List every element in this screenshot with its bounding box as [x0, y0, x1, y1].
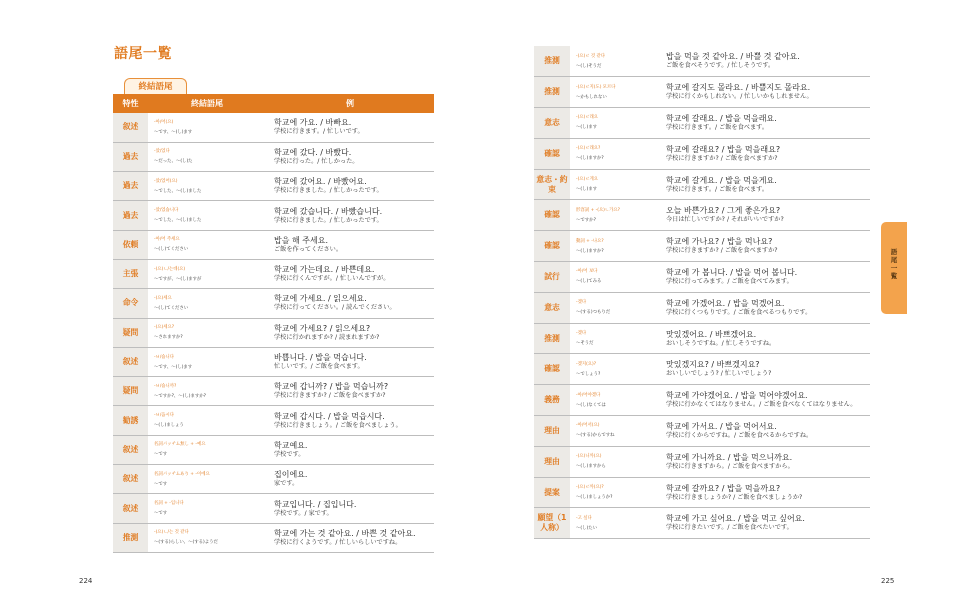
example-cell — [266, 318, 434, 347]
right-page — [485, 0, 970, 600]
ending-cell — [148, 494, 266, 523]
category-cell: 確認 — [534, 231, 570, 262]
ending-cell — [148, 465, 266, 494]
ending-japanese: ～(し)ましょうか? — [576, 495, 613, 501]
ending-korean: -았/었어(요) — [154, 178, 178, 184]
example-cell — [658, 169, 870, 200]
example-korean: 학교에 가서요. / 밥을 먹어서요. — [666, 421, 777, 431]
ending-japanese: ～(し)てください — [154, 247, 189, 253]
ending-japanese: ～ですが、～(し)ますが — [154, 276, 202, 282]
example-japanese: 学校に行きます。/ ご飯を食べます。 — [666, 123, 769, 131]
example-cell — [266, 435, 434, 464]
example-japanese: 学校に行ってみます。/ ご飯を食べてみます。 — [666, 277, 793, 285]
ending-korean: -(으)ㄴ/는데(요) — [154, 266, 186, 272]
example-korean: 학교에 갈까요? / 밥을 먹을까요? — [666, 483, 781, 493]
table-row — [534, 231, 870, 262]
header-example: 例 — [266, 94, 434, 113]
example-japanese: 学校に行ってください。/ 読んでください。 — [274, 304, 396, 312]
ending-cell — [570, 385, 658, 416]
example-korean: 밥을 해 주세요. — [274, 235, 328, 245]
category-cell: 勧誘 — [113, 406, 148, 435]
ending-japanese: ～(する)らしい、～(する)ようだ — [154, 540, 218, 546]
page-number: 224 — [79, 577, 93, 585]
ending-cell — [570, 416, 658, 447]
example-japanese: 今日は忙しいですか? / それがいいですか? — [666, 216, 784, 224]
example-cell — [658, 508, 870, 539]
ending-japanese: ～ですか? — [576, 217, 596, 223]
table-row — [113, 259, 434, 288]
example-japanese: ご飯を食べそうです。/ 忙しそうです。 — [666, 62, 775, 70]
table-header-row — [113, 94, 434, 113]
category-cell: 叙述 — [113, 465, 148, 494]
ending-korean: -겠지(요)? — [576, 361, 597, 367]
example-korean: 학교에 갑니까? / 밥을 먹습니까? — [274, 382, 389, 392]
header-ending: 終結語尾 — [148, 94, 266, 113]
example-cell — [266, 465, 434, 494]
example-cell — [658, 446, 870, 477]
example-korean: 학교에 갔다. / 바빴다. — [274, 147, 352, 157]
category-cell: 意志・約束 — [534, 169, 570, 200]
ending-japanese: ～かもしれない — [576, 94, 607, 100]
ending-cell — [570, 169, 658, 200]
ending-cell — [148, 406, 266, 435]
ending-korean: -(으)세요 — [154, 295, 172, 301]
example-japanese: 学校に行きます。/ 忙しいです。 — [274, 128, 364, 136]
ending-cell — [148, 289, 266, 318]
example-korean: 맛있겠지요? / 바쁘겠지요? — [666, 360, 760, 370]
ending-japanese: ～(し)ましょう — [154, 423, 184, 429]
example-cell — [266, 113, 434, 142]
ending-japanese: ～でした、～(し)ました — [154, 218, 202, 224]
category-cell: 意志 — [534, 108, 570, 139]
category-cell: 提案 — [534, 477, 570, 508]
example-cell — [266, 347, 434, 376]
table-row — [534, 323, 870, 354]
example-cell — [266, 201, 434, 230]
example-cell — [266, 172, 434, 201]
ending-cell — [570, 446, 658, 477]
ending-korean: -(으)세요? — [154, 325, 175, 331]
ending-cell — [148, 259, 266, 288]
ending-cell — [570, 354, 658, 385]
category-cell: 理由 — [534, 416, 570, 447]
section-tab: 終結語尾 — [124, 78, 187, 96]
example-cell — [266, 289, 434, 318]
category-cell: 義務 — [534, 385, 570, 416]
ending-japanese: ～でしょう? — [576, 371, 601, 377]
example-korean: 맛있겠어요. / 바쁘겠어요. — [666, 329, 757, 339]
table-row — [113, 201, 434, 230]
ending-korean: 形容詞 + -(으)ㄴ가요? — [576, 207, 620, 213]
ending-korean: -(으)ㄹ게요 — [576, 177, 598, 183]
table-row — [113, 494, 434, 523]
example-japanese: 学校に行きます。/ ご飯を食べます。 — [666, 185, 769, 193]
ending-cell — [570, 477, 658, 508]
category-cell: 理由 — [534, 446, 570, 477]
category-cell: 過去 — [113, 172, 148, 201]
ending-cell — [570, 292, 658, 323]
example-japanese: 家です。 — [274, 480, 299, 488]
ending-japanese: ～(し)てみる — [576, 279, 602, 285]
example-korean: 학교에 가 봅니다. / 밥을 먹어 봅니다. — [666, 267, 798, 277]
ending-korean: -아/어 주세요 — [154, 237, 180, 243]
example-japanese: 学校に行きましょう。/ ご飯を食べましょう。 — [274, 421, 402, 429]
example-korean: 학교에 갔습니다. / 바빴습니다. — [274, 206, 383, 216]
example-japanese: 学校に行くからですね。/ ご飯を食べるからですね。 — [666, 431, 813, 439]
category-cell: 意志 — [534, 292, 570, 323]
ending-cell — [570, 262, 658, 293]
table-row — [534, 508, 870, 539]
ending-japanese: ～そうだ — [576, 341, 594, 347]
table-row — [534, 169, 870, 200]
example-japanese: 学校に行くつもりです。/ ご飯を食べるつもりです。 — [666, 308, 812, 316]
category-cell: 主張 — [113, 259, 148, 288]
ending-cell — [570, 323, 658, 354]
example-japanese: 学校に行くんですが。/ 忙しいんですが。 — [274, 275, 390, 283]
ending-cell — [148, 230, 266, 259]
example-japanese: ご飯を作ってください。 — [274, 245, 343, 253]
ending-japanese: ～(する)つもりだ — [576, 310, 611, 316]
ending-japanese: ～されますか? — [154, 335, 183, 341]
category-cell: 確認 — [534, 354, 570, 385]
ending-japanese: ～(し)たい — [576, 525, 597, 531]
example-cell — [658, 77, 870, 108]
table-row — [534, 200, 870, 231]
header-characteristic: 特性 — [113, 94, 148, 113]
example-japanese: 学校です。 — [274, 450, 305, 458]
example-cell — [266, 377, 434, 406]
example-cell — [658, 354, 870, 385]
example-cell — [658, 138, 870, 169]
ending-korean: -(으)ㄹ래요? — [576, 146, 601, 152]
example-cell — [266, 494, 434, 523]
example-cell — [658, 323, 870, 354]
ending-japanese: ～(する)からですね — [576, 433, 615, 439]
category-cell: 願望（1人称） — [534, 508, 570, 539]
table-row — [534, 385, 870, 416]
ending-korean: -았/었다 — [154, 149, 170, 155]
example-cell — [658, 477, 870, 508]
side-index-label: 語尾一覧 — [890, 248, 898, 280]
example-japanese: 学校に行きますか? / ご飯を食べますか? — [666, 154, 778, 162]
example-korean: 학교에 가는 것 같아요. / 바쁜 것 같아요. — [274, 528, 416, 538]
example-japanese: 学校に行きますか? / ご飯を食べますか? — [274, 392, 386, 400]
table-row — [113, 289, 434, 318]
example-korean: 학교에 가세요? / 읽으세요? — [274, 323, 371, 333]
ending-japanese: ～(し)ます — [576, 125, 597, 131]
example-cell — [266, 523, 434, 552]
ending-korean: -고 싶다 — [576, 515, 592, 521]
ending-cell — [148, 347, 266, 376]
table-row — [534, 354, 870, 385]
example-korean: 밥을 먹을 것 같아요. / 바쁠 것 같아요. — [666, 52, 800, 62]
ending-cell — [570, 77, 658, 108]
table-row — [113, 406, 434, 435]
example-japanese: おいしいでしょう? / 忙しいでしょう? — [666, 370, 772, 378]
example-cell — [658, 385, 870, 416]
table-row — [113, 142, 434, 171]
example-japanese: 学校に行きました。/ 忙しかったです。 — [274, 187, 383, 195]
table-row — [534, 446, 870, 477]
ending-korean: -(으)ㄹ지(도) 모르다 — [576, 84, 616, 90]
ending-cell — [570, 138, 658, 169]
category-cell: 推測 — [534, 77, 570, 108]
ending-cell — [570, 108, 658, 139]
ending-cell — [570, 508, 658, 539]
ending-japanese: ～ですか?、～(し)ますか? — [154, 393, 206, 399]
page-title: 語尾一覧 — [114, 46, 172, 62]
category-cell: 推測 — [534, 323, 570, 354]
category-cell: 叙述 — [113, 347, 148, 376]
example-korean: 학교에 가세요. / 읽으세요. — [274, 294, 367, 304]
example-korean: 학교에 가야겠어요. / 밥을 먹어야겠어요. — [666, 391, 808, 401]
example-korean: 오늘 바쁜가요? / 그게 좋은가요? — [666, 206, 781, 216]
table-row — [113, 523, 434, 552]
table-row — [113, 113, 434, 142]
ending-cell — [148, 523, 266, 552]
ending-korean: -(으)ㄹ 것 같다 — [576, 53, 606, 59]
example-korean: 학교에 갈지도 몰라요. / 바쁠지도 몰라요. — [666, 83, 811, 93]
ending-japanese: ～(し)ますから — [576, 464, 606, 470]
ending-japanese: ～(し)そうだ — [576, 63, 602, 69]
ending-korean: 名詞パッチム無し + -예요 — [154, 442, 206, 448]
ending-japanese: ～です — [154, 481, 168, 487]
example-japanese: 学校に行った。/ 忙しかった。 — [274, 157, 359, 165]
ending-korean: -아/어야겠다 — [576, 392, 601, 398]
example-korean: 집이에요. — [274, 470, 308, 480]
table-row — [113, 347, 434, 376]
ending-korean: -ㅂ/습니다 — [154, 354, 175, 360]
page-number: 225 — [881, 577, 895, 585]
category-cell: 依頼 — [113, 230, 148, 259]
ending-japanese: ～(し)ますか? — [576, 248, 604, 254]
table-row — [534, 477, 870, 508]
example-japanese: 学校に行きたいです。/ ご飯を食べたいです。 — [666, 524, 793, 532]
table-row — [534, 416, 870, 447]
ending-korean: -(으)ㄹ까(요)? — [576, 485, 604, 491]
ending-korean: -겠다 — [576, 331, 587, 337]
example-cell — [266, 230, 434, 259]
example-japanese: 学校に行きました。/ 忙しかったです。 — [274, 216, 383, 224]
category-cell: 命令 — [113, 289, 148, 318]
ending-korean: -아/어(요) — [154, 119, 174, 125]
ending-korean: -ㅂ/읍시다 — [154, 413, 175, 419]
example-japanese: 学校に行くかもしれない。/ 忙しいかもしれません。 — [666, 93, 813, 101]
example-korean: 학교에 가고 싶어요. / 밥을 먹고 싶어요. — [666, 514, 805, 524]
category-cell: 叙述 — [113, 494, 148, 523]
example-cell — [266, 406, 434, 435]
ending-korean: -(으)니까(요) — [576, 454, 602, 460]
side-index-tab[interactable] — [881, 222, 907, 314]
example-cell — [658, 231, 870, 262]
ending-korean: -ㅂ/습니까? — [154, 383, 177, 389]
ending-cell — [148, 201, 266, 230]
table-row — [113, 172, 434, 201]
example-japanese: おいしそうですね。/ 忙しそうですね。 — [666, 339, 776, 347]
example-korean: 학교에 갔어요. / 바빴어요. — [274, 177, 367, 187]
category-cell: 過去 — [113, 142, 148, 171]
category-cell: 叙述 — [113, 113, 148, 142]
table-row — [534, 77, 870, 108]
example-japanese: 学校に行かなくてはなりません。/ ご飯を食べなくてはなりません。 — [666, 401, 857, 409]
ending-korean: -았/었습니다 — [154, 208, 179, 214]
example-cell — [658, 108, 870, 139]
ending-cell — [570, 200, 658, 231]
example-japanese: 学校に行きますから。/ ご飯を食べますから。 — [666, 462, 794, 470]
ending-japanese: ～です — [154, 511, 168, 516]
ending-cell — [148, 113, 266, 142]
category-cell: 試行 — [534, 262, 570, 293]
endings-table-right — [534, 46, 870, 539]
example-japanese: 学校に行きますか? / ご飯を食べますか? — [666, 247, 778, 255]
table-row — [113, 465, 434, 494]
category-cell: 叙述 — [113, 435, 148, 464]
ending-cell — [148, 435, 266, 464]
table-row — [534, 262, 870, 293]
example-korean: 학교에 가나요? / 밥을 먹나요? — [666, 237, 773, 247]
table-row — [113, 377, 434, 406]
table-row — [534, 46, 870, 77]
ending-korean: -(으)ㄴ/는 것 같다 — [154, 530, 189, 536]
category-cell: 確認 — [534, 200, 570, 231]
ending-korean: -아/어서(요) — [576, 423, 600, 429]
example-cell — [658, 416, 870, 447]
category-cell: 推測 — [113, 523, 148, 552]
example-korean: 학교에 갈게요. / 밥을 먹을게요. — [666, 175, 777, 185]
example-korean: 학교에 가겠어요. / 밥을 먹겠어요. — [666, 298, 785, 308]
ending-japanese: ～(し)てください — [154, 305, 189, 311]
ending-japanese: ～です — [154, 452, 168, 458]
table-row — [534, 138, 870, 169]
table-row — [534, 292, 870, 323]
ending-japanese: ～でした、～(し)ました — [154, 188, 202, 194]
ending-japanese: ～です、～(し)ます — [154, 364, 193, 370]
category-cell: 過去 — [113, 201, 148, 230]
ending-cell — [148, 142, 266, 171]
ending-japanese: ～(し)ますか? — [576, 156, 604, 162]
example-korean: 학교에 갈래요. / 밥을 먹을래요. — [666, 113, 777, 123]
category-cell: 疑問 — [113, 377, 148, 406]
table-row — [534, 108, 870, 139]
ending-cell — [570, 46, 658, 77]
endings-table-left — [113, 94, 434, 553]
ending-korean: 動詞 + -나요? — [576, 238, 604, 244]
category-cell: 確認 — [534, 138, 570, 169]
ending-cell — [148, 318, 266, 347]
example-japanese: 学校です。/ 家です。 — [274, 509, 333, 517]
ending-korean: -아/어 보다 — [576, 269, 598, 275]
ending-korean: 名詞パッチムあり + -이에요 — [154, 471, 210, 477]
ending-korean: -겠다 — [576, 300, 587, 306]
category-cell: 推測 — [534, 46, 570, 77]
ending-cell — [148, 172, 266, 201]
ending-japanese: ～(し)なくては — [576, 402, 606, 408]
example-japanese: 学校に行くようです。/ 忙しいらしいですね。 — [274, 538, 402, 546]
example-korean: 학교에 가니까요. / 밥을 먹으니까요. — [666, 452, 793, 462]
table-row — [113, 318, 434, 347]
example-cell — [658, 200, 870, 231]
example-korean: 학교입니다. / 집입니다. — [274, 499, 357, 509]
example-cell — [658, 292, 870, 323]
example-japanese: 学校に行きましょうか? / ご飯を食べましょうか? — [666, 493, 803, 501]
ending-japanese: ～です、～(し)ます — [154, 129, 193, 135]
example-korean: 학교에 갑시다. / 밥을 먹읍시다. — [274, 411, 385, 421]
ending-cell — [148, 377, 266, 406]
ending-korean: -(으)ㄹ래요 — [576, 115, 598, 121]
example-japanese: 学校に行かれますか? / 読まれますか? — [274, 333, 380, 341]
ending-japanese: ～だった、～(し)た — [154, 159, 193, 165]
example-korean: 학교에 가요. / 바빠요. — [274, 118, 352, 128]
ending-japanese: ～(し)ます — [576, 187, 597, 193]
table-row — [113, 230, 434, 259]
example-cell — [266, 259, 434, 288]
ending-cell — [570, 231, 658, 262]
example-japanese: 忙しいです。/ ご飯を食べます。 — [274, 363, 364, 371]
example-korean: 학교에 갈래요? / 밥을 먹을래요? — [666, 144, 781, 154]
example-cell — [658, 262, 870, 293]
example-cell — [658, 46, 870, 77]
example-korean: 학교에 가는데요. / 바쁜데요. — [274, 265, 375, 275]
table-row — [113, 435, 434, 464]
ending-korean: 名詞 + -입니다 — [154, 501, 184, 506]
example-korean: 학교예요. — [274, 440, 308, 450]
category-cell: 疑問 — [113, 318, 148, 347]
example-cell — [266, 142, 434, 171]
example-korean: 바쁩니다. / 밥을 먹습니다. — [274, 353, 367, 363]
